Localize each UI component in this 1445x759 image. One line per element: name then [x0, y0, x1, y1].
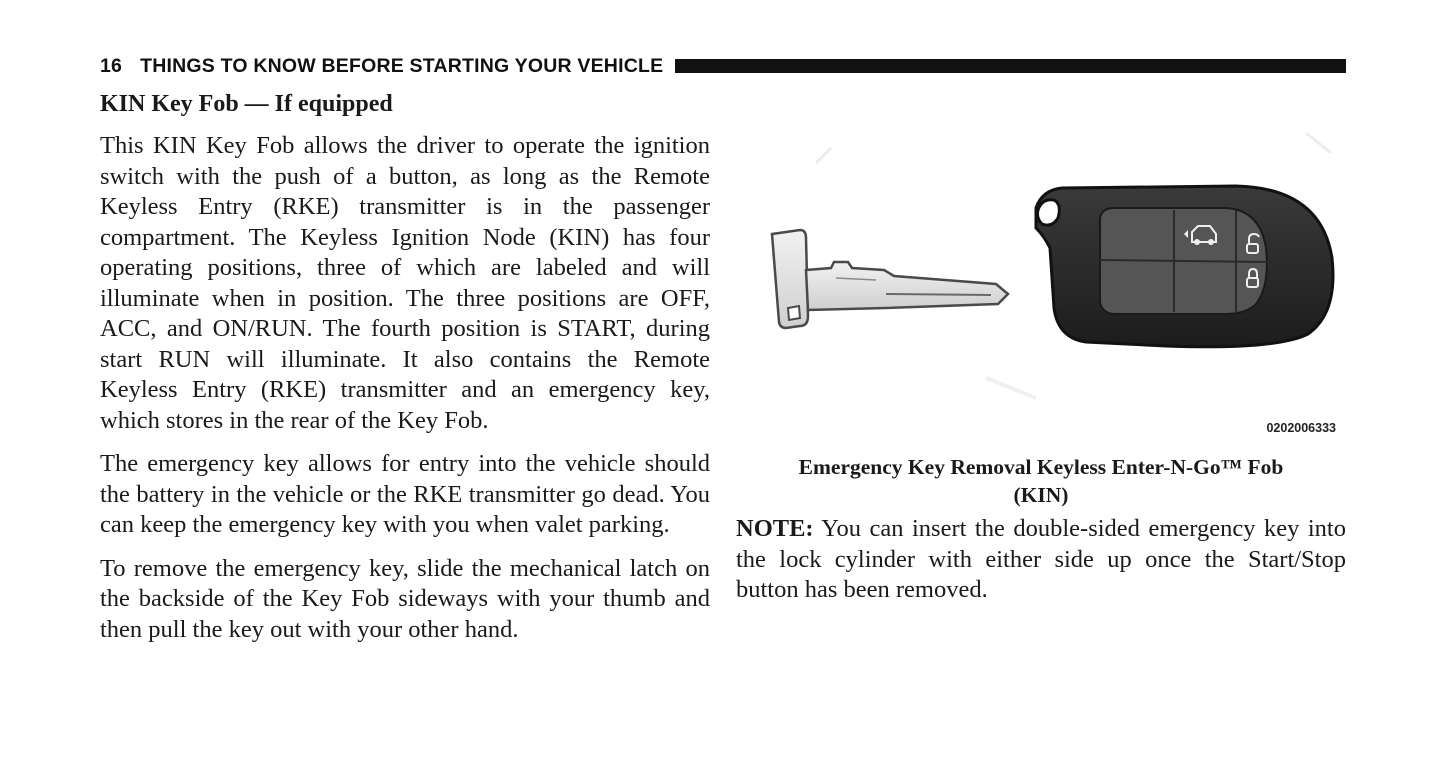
- section-title: KIN Key Fob — If equipped: [100, 91, 393, 117]
- emergency-key: [772, 230, 1008, 328]
- chapter-title: THINGS TO KNOW BEFORE STARTING YOUR VEHICLE: [140, 54, 664, 77]
- header-rule: [675, 59, 1346, 73]
- note-text: You can insert the double-sided emergency key into the lock cylinder with either side up once the Start/Stop button has been removed.: [736, 515, 1346, 603]
- page-number: 16: [100, 54, 123, 77]
- paragraph-emergency-key: The emergency key allows for entry into the vehicle should the battery in the vehicle or the RKE transmitter go dead. You can keep the emergency key with you when valet parking.: [100, 450, 710, 538]
- note-label: NOTE:: [736, 515, 814, 542]
- key-fob-figure: [736, 108, 1346, 453]
- figure-id: 0202006333: [1266, 421, 1336, 435]
- left-column: [100, 87, 710, 658]
- key-fob-illustration: [736, 108, 1346, 418]
- figure-caption: [736, 453, 1346, 509]
- paragraph-removal: To remove the emergency key, slide the mechanical latch on the backside of the Key Fob sideways with your thumb and then pull the key out with your other hand.: [100, 554, 710, 643]
- page-header: [100, 53, 1346, 79]
- note-block: [736, 514, 1346, 606]
- caption-line-1: Emergency Key Removal Keyless Enter-N-Go™ Fob: [798, 455, 1284, 479]
- caption-line-2: (KIN): [1013, 483, 1069, 507]
- key-fob: [1036, 186, 1333, 347]
- paragraph-intro: This KIN Key Fob allows the driver to operate the ignition switch with the push of a button, as long as the Remote Keyless Entry (RKE) transmitter is in the passenger compartment. The Keyless Ignition Node (KIN) has four operating positions, three of which are labeled and will illuminate when in position. The three positions are OFF, ACC, and ON/RUN. The fourth position is START, during start RUN will illuminate. It also contains the Remote Keyless Entry (RKE) transmitter and an emergency key, which stores in the rear of the Key Fob.: [100, 132, 710, 434]
